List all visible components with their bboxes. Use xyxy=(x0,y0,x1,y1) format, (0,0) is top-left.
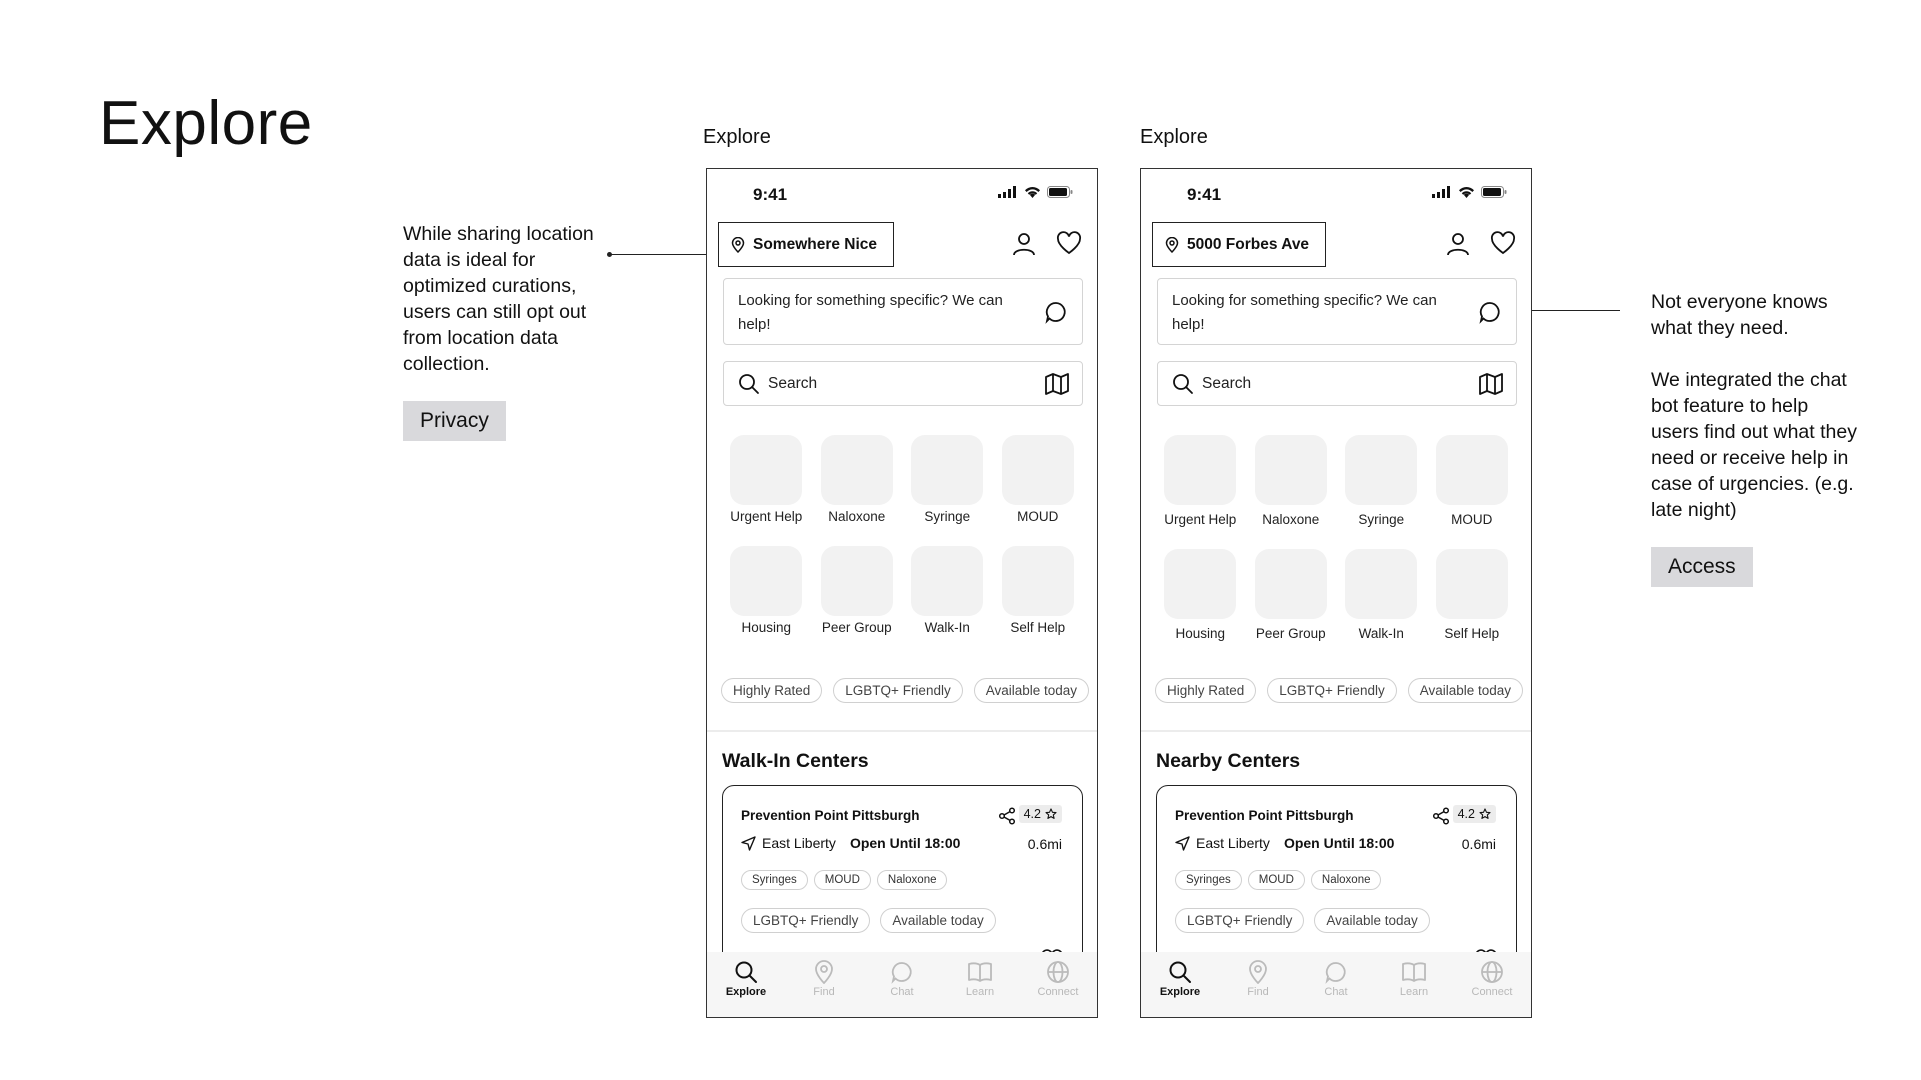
tab-label: Connect xyxy=(1037,986,1079,998)
map-icon[interactable] xyxy=(1044,372,1070,396)
center-area: East Liberty xyxy=(1196,835,1270,851)
tab-connect[interactable] xyxy=(1023,960,1093,1017)
category-housing[interactable] xyxy=(721,546,812,635)
service-chips xyxy=(1175,870,1381,890)
tab-connect[interactable] xyxy=(1457,960,1527,1017)
location-pin-icon xyxy=(1247,960,1269,984)
category-label: Urgent Help xyxy=(730,509,803,524)
location-pin-icon xyxy=(813,960,835,984)
attribute-chip: LGBTQ+ Friendly xyxy=(1175,908,1304,933)
location-pin-icon xyxy=(731,237,745,253)
tab-label: Learn xyxy=(965,986,995,998)
wifi-icon xyxy=(1458,186,1475,198)
tab-learn[interactable] xyxy=(945,960,1015,1017)
signal-icon xyxy=(1432,186,1452,198)
service-chip: Naloxone xyxy=(877,870,948,890)
profile-icon[interactable] xyxy=(1012,231,1036,257)
category-label: Self Help xyxy=(1444,626,1500,641)
search-placeholder: Search xyxy=(768,374,818,392)
section-divider xyxy=(707,730,1097,732)
privacy-annotation-text: While sharing location data is ideal for optimized curations, users can still opt out from location data collection. xyxy=(403,223,594,375)
search-icon xyxy=(1172,373,1194,395)
category-label: Urgent Help xyxy=(1164,512,1237,527)
category-tile[interactable] xyxy=(911,546,983,616)
screen-label-2: Explore xyxy=(1140,126,1208,148)
service-chip: Syringes xyxy=(1175,870,1242,890)
category-walk-in[interactable] xyxy=(1336,549,1427,641)
category-tile[interactable] xyxy=(1164,435,1236,505)
filter-chip-lgbtq-friendly[interactable]: LGBTQ+ Friendly xyxy=(833,678,962,703)
battery-icon xyxy=(1481,186,1507,198)
center-distance: 0.6mi xyxy=(1461,836,1496,852)
tab-label: Chat xyxy=(1324,986,1348,998)
screen-label-1: Explore xyxy=(703,126,771,148)
search-placeholder: Search xyxy=(1202,374,1252,392)
category-tile[interactable] xyxy=(730,546,802,616)
center-location-line xyxy=(741,835,960,851)
category-label: Naloxone xyxy=(1262,512,1320,527)
book-icon xyxy=(967,960,993,984)
signal-icon xyxy=(998,186,1018,198)
navigation-arrow-icon xyxy=(741,836,756,851)
category-label: Syringe xyxy=(924,509,971,524)
tab-label: Chat xyxy=(890,986,914,998)
category-label: Peer Group xyxy=(821,620,892,635)
center-name: Prevention Point Pittsburgh xyxy=(1175,808,1354,823)
profile-icon[interactable] xyxy=(1446,231,1470,257)
globe-icon xyxy=(1046,960,1070,984)
category-grid xyxy=(721,435,1083,635)
category-tile[interactable] xyxy=(1002,546,1074,616)
category-label: Syringe xyxy=(1358,512,1405,527)
center-distance: 0.6mi xyxy=(1027,836,1062,852)
attribute-chip: Available today xyxy=(1314,908,1429,933)
privacy-connector-line xyxy=(609,254,718,255)
rating-badge xyxy=(1453,805,1496,823)
center-location-line xyxy=(1175,835,1394,851)
category-naloxone[interactable] xyxy=(1246,435,1337,527)
tab-learn[interactable] xyxy=(1379,960,1449,1017)
category-tile[interactable] xyxy=(1436,549,1508,619)
search-icon xyxy=(738,373,760,395)
category-urgent-help[interactable] xyxy=(721,435,812,524)
category-peer-group[interactable] xyxy=(1246,549,1337,641)
share-icon[interactable] xyxy=(1432,807,1450,825)
category-moud[interactable] xyxy=(993,435,1084,524)
tab-label: Find xyxy=(813,986,835,998)
globe-icon xyxy=(1480,960,1504,984)
tab-label: Learn xyxy=(1399,986,1429,998)
category-label: Self Help xyxy=(1010,620,1066,635)
search-input[interactable] xyxy=(1157,361,1517,406)
status-bar xyxy=(707,169,1097,215)
star-icon xyxy=(1479,808,1491,820)
tab-explore[interactable] xyxy=(1145,960,1215,1017)
center-area: East Liberty xyxy=(762,835,836,851)
category-tile[interactable] xyxy=(730,435,802,505)
phone-screen-1 xyxy=(706,168,1098,1018)
access-tag: Access xyxy=(1651,547,1753,587)
category-tile[interactable] xyxy=(1436,435,1508,505)
category-tile[interactable] xyxy=(1164,549,1236,619)
center-name: Prevention Point Pittsburgh xyxy=(741,808,920,823)
tab-explore[interactable] xyxy=(711,960,781,1017)
access-annotation-text-1: Not everyone knows what they need. xyxy=(1651,291,1828,339)
rating-value: 4.2 xyxy=(1457,807,1475,821)
category-urgent-help[interactable] xyxy=(1155,435,1246,527)
category-tile[interactable] xyxy=(911,435,983,505)
category-tile[interactable] xyxy=(1345,549,1417,619)
service-chip: MOUD xyxy=(814,870,871,890)
section-title: Walk-In Centers xyxy=(722,750,869,772)
center-hours: Open Until 18:00 xyxy=(849,835,961,851)
attribute-chips xyxy=(1175,908,1430,933)
favorites-heart-icon[interactable] xyxy=(1490,231,1516,255)
star-icon xyxy=(1045,808,1057,820)
category-label: Housing xyxy=(741,620,792,635)
rating-badge xyxy=(1019,805,1062,823)
filter-chip-highly-rated[interactable]: Highly Rated xyxy=(1155,678,1256,703)
tab-find[interactable] xyxy=(789,960,859,1017)
chatbot-prompt-text: Looking for something specific? We can help! xyxy=(738,292,1003,333)
category-label: Housing xyxy=(1175,626,1226,641)
category-label: Walk-In xyxy=(924,620,970,635)
category-label: MOUD xyxy=(1451,512,1493,527)
category-tile[interactable] xyxy=(1345,435,1417,505)
center-hours: Open Until 18:00 xyxy=(1283,835,1395,851)
category-label: MOUD xyxy=(1017,509,1059,524)
wifi-icon xyxy=(1024,186,1041,198)
location-selector[interactable] xyxy=(1152,222,1326,267)
filter-chip-available-today[interactable]: Available today xyxy=(974,678,1089,703)
attribute-chip: Available today xyxy=(880,908,995,933)
phone-screen-2 xyxy=(1140,168,1532,1018)
category-label: Naloxone xyxy=(828,509,886,524)
location-name: Somewhere Nice xyxy=(753,235,878,253)
access-annotation xyxy=(1651,289,1861,587)
tab-chat[interactable] xyxy=(867,960,937,1017)
service-chip: MOUD xyxy=(1248,870,1305,890)
tab-label: Explore xyxy=(725,986,767,998)
location-selector[interactable] xyxy=(718,222,894,267)
tab-label: Connect xyxy=(1471,986,1513,998)
rating-value: 4.2 xyxy=(1023,807,1041,821)
chatbot-prompt-box[interactable] xyxy=(723,278,1083,345)
connector-dot xyxy=(607,252,612,257)
status-time: 9:41 xyxy=(1187,185,1222,204)
category-tile[interactable] xyxy=(1255,435,1327,505)
category-naloxone[interactable] xyxy=(812,435,903,524)
chat-bubble-icon[interactable] xyxy=(1478,300,1502,324)
service-chip: Naloxone xyxy=(1311,870,1382,890)
chatbot-prompt-text: Looking for something specific? We can help! xyxy=(1172,292,1437,333)
privacy-tag: Privacy xyxy=(403,401,506,441)
category-syringe[interactable] xyxy=(902,435,993,524)
filter-chip-available-today[interactable]: Available today xyxy=(1408,678,1523,703)
attribute-chips xyxy=(741,908,996,933)
section-divider xyxy=(1141,730,1531,732)
search-input[interactable] xyxy=(723,361,1083,406)
category-moud[interactable] xyxy=(1427,435,1518,527)
category-label: Peer Group xyxy=(1255,626,1326,641)
category-self-help[interactable] xyxy=(1427,549,1518,641)
filter-chips xyxy=(1155,678,1523,703)
bottom-tab-bar xyxy=(707,952,1097,1017)
chatbot-prompt-box[interactable] xyxy=(1157,278,1517,345)
favorites-heart-icon[interactable] xyxy=(1056,231,1082,255)
category-grid xyxy=(1155,435,1517,641)
privacy-annotation xyxy=(403,221,603,441)
category-tile[interactable] xyxy=(821,435,893,505)
location-pin-icon xyxy=(1165,237,1179,253)
category-tile[interactable] xyxy=(1002,435,1074,505)
filter-chips xyxy=(721,678,1089,703)
status-time: 9:41 xyxy=(753,185,788,204)
search-icon xyxy=(734,960,758,984)
category-label: Walk-In xyxy=(1358,626,1404,641)
filter-chip-lgbtq-friendly[interactable]: LGBTQ+ Friendly xyxy=(1267,678,1396,703)
service-chips xyxy=(741,870,947,890)
section-title: Nearby Centers xyxy=(1156,750,1301,772)
chat-bubble-icon xyxy=(1324,960,1348,984)
attribute-chip: LGBTQ+ Friendly xyxy=(741,908,870,933)
category-peer-group[interactable] xyxy=(812,546,903,635)
category-syringe[interactable] xyxy=(1336,435,1427,527)
tab-label: Find xyxy=(1247,986,1269,998)
location-name: 5000 Forbes Ave xyxy=(1187,235,1310,253)
status-bar xyxy=(1141,169,1531,215)
category-walk-in[interactable] xyxy=(902,546,993,635)
battery-icon xyxy=(1047,186,1073,198)
status-icons xyxy=(998,186,1073,198)
tab-find[interactable] xyxy=(1223,960,1293,1017)
chat-bubble-icon xyxy=(890,960,914,984)
search-icon xyxy=(1168,960,1192,984)
book-icon xyxy=(1401,960,1427,984)
chat-bubble-icon[interactable] xyxy=(1044,300,1068,324)
tab-label: Explore xyxy=(1159,986,1201,998)
tab-chat[interactable] xyxy=(1301,960,1371,1017)
access-annotation-text-2: We integrated the chat bot feature to help users find out what they need or receive help in case of urgencies. (e.g. late night) xyxy=(1651,369,1857,521)
category-self-help[interactable] xyxy=(993,546,1084,635)
category-tile[interactable] xyxy=(821,546,893,616)
service-chip: Syringes xyxy=(741,870,808,890)
status-icons xyxy=(1432,186,1507,198)
map-icon[interactable] xyxy=(1478,372,1504,396)
filter-chip-highly-rated[interactable]: Highly Rated xyxy=(721,678,822,703)
bottom-tab-bar xyxy=(1141,952,1531,1017)
page-title: Explore xyxy=(99,89,313,158)
navigation-arrow-icon xyxy=(1175,836,1190,851)
category-housing[interactable] xyxy=(1155,549,1246,641)
share-icon[interactable] xyxy=(998,807,1016,825)
category-tile[interactable] xyxy=(1255,549,1327,619)
